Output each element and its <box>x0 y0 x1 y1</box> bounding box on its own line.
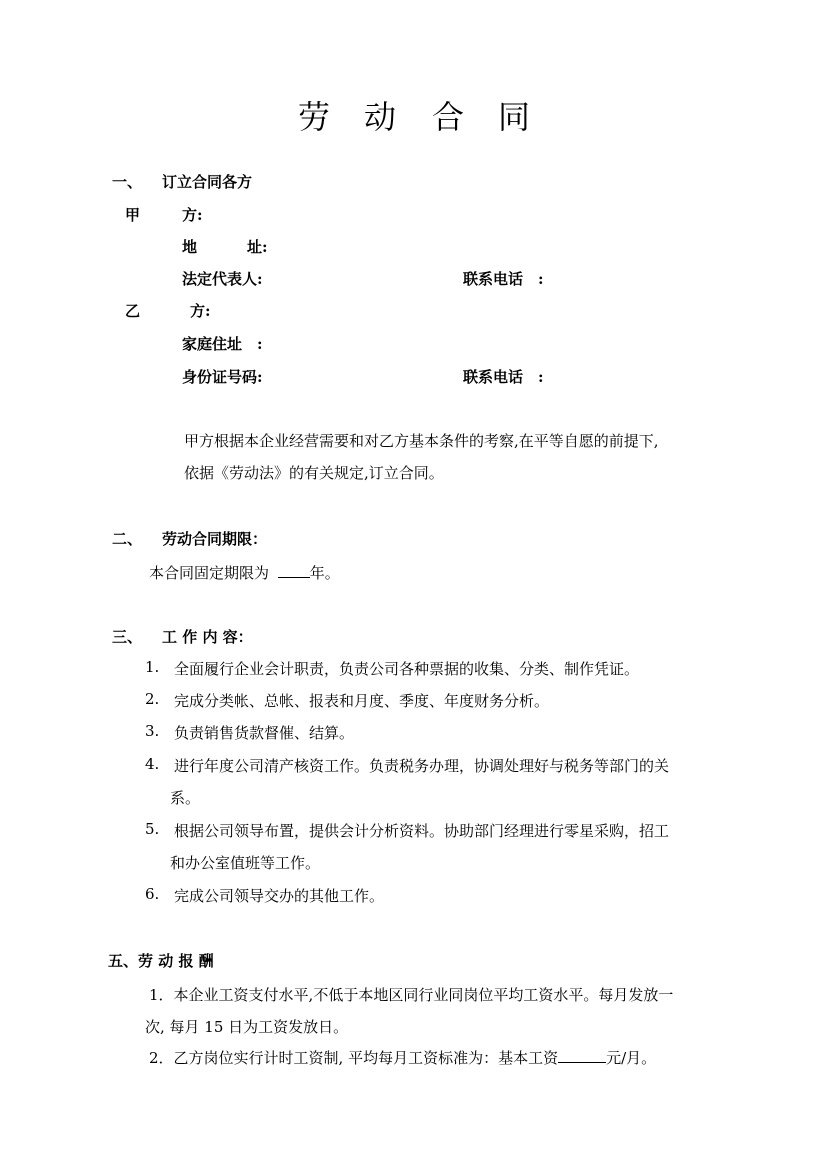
contract-term-blank <box>278 563 310 578</box>
remuneration-item-2-line <box>149 1047 656 1068</box>
remuneration-item-1-line-1: 1．本企业工资支付水平,不低于本地区同行业同岗位平均工资水平。每月发放一 <box>149 986 674 1004</box>
list-item-text-continued: 和办公室值班等工作。 <box>170 854 321 872</box>
contract-term-text: 本合同固定期限为 <box>149 564 270 582</box>
section-2-heading: 劳动合同期限： <box>162 530 268 548</box>
remuneration-item-1-line-2: 次, 每月 15 日为工资发放日。 <box>145 1018 349 1036</box>
title-char: 动 <box>364 98 397 136</box>
intro-paragraph-line-2: 依据《劳动法》的有关规定,订立合同。 <box>184 464 444 482</box>
list-item-text: 完成分类帐、总帐、报表和月度、季度、年度财务分析。 <box>174 692 550 710</box>
list-item-number: 2. <box>145 690 160 708</box>
list-item-number: 3. <box>145 722 160 740</box>
address-label-1: 地 <box>182 238 198 256</box>
contract-term-line <box>149 562 340 583</box>
list-item-text: 负责销售货款督催、结算。 <box>174 724 355 742</box>
section-2-number: 二、 <box>112 530 143 548</box>
party-b-phone-label: 联系电话 : <box>463 368 544 386</box>
remuneration-item-2-text: 2．乙方岗位实行计时工资制, 平均每月工资标准为：基本工资 <box>149 1049 559 1067</box>
party-a-label-1: 甲 <box>125 206 141 224</box>
section-1-number: 一、 <box>112 173 143 191</box>
title-char: 合 <box>432 98 465 136</box>
list-item-text: 全面履行企业会计职责，负责公司各种票据的收集、分类、制作凭证。 <box>174 660 640 678</box>
party-a-phone-label: 联系电话 : <box>463 270 544 288</box>
base-salary-blank <box>558 1048 606 1063</box>
list-item-text-continued: 系。 <box>170 789 201 807</box>
list-item-number: 5. <box>145 820 160 838</box>
contract-term-unit: 年。 <box>309 564 340 582</box>
section-3-number: 三、 <box>112 628 143 646</box>
party-a-label-2: 方: <box>182 206 203 224</box>
document-title <box>0 92 827 136</box>
address-label-2: 址: <box>247 238 268 256</box>
party-b-label-1: 乙 <box>125 302 141 320</box>
list-item-number: 4. <box>145 755 160 773</box>
title-char: 同 <box>498 98 531 136</box>
section-1-heading: 订立合同各方 <box>162 173 253 191</box>
list-item-text: 完成公司领导交办的其他工作。 <box>174 887 385 905</box>
remuneration-item-2-unit: 元/月。 <box>606 1049 657 1067</box>
title-char: 劳 <box>298 98 331 136</box>
list-item-text: 进行年度公司清产核资工作。负责税务办理，协调处理好与税务等部门的关 <box>174 757 670 775</box>
section-3-heading: 工 作 内 容： <box>162 628 253 646</box>
party-b-label-2: 方: <box>190 302 211 320</box>
home-address-label: 家庭住址 : <box>182 335 263 353</box>
list-item-text: 根据公司领导布置，提供会计分析资料。协助部门经理进行零星采购，招工 <box>174 822 670 840</box>
list-item-number: 6. <box>145 885 160 903</box>
legal-rep-label: 法定代表人: <box>182 270 263 288</box>
id-number-label: 身份证号码: <box>182 368 263 386</box>
list-item-number: 1. <box>145 658 160 676</box>
intro-paragraph-line-1: 甲方根据本企业经营需要和对乙方基本条件的考察,在平等自愿的前提下, <box>184 432 659 450</box>
section-5-heading: 五、劳 动 报 酬 <box>108 952 214 970</box>
